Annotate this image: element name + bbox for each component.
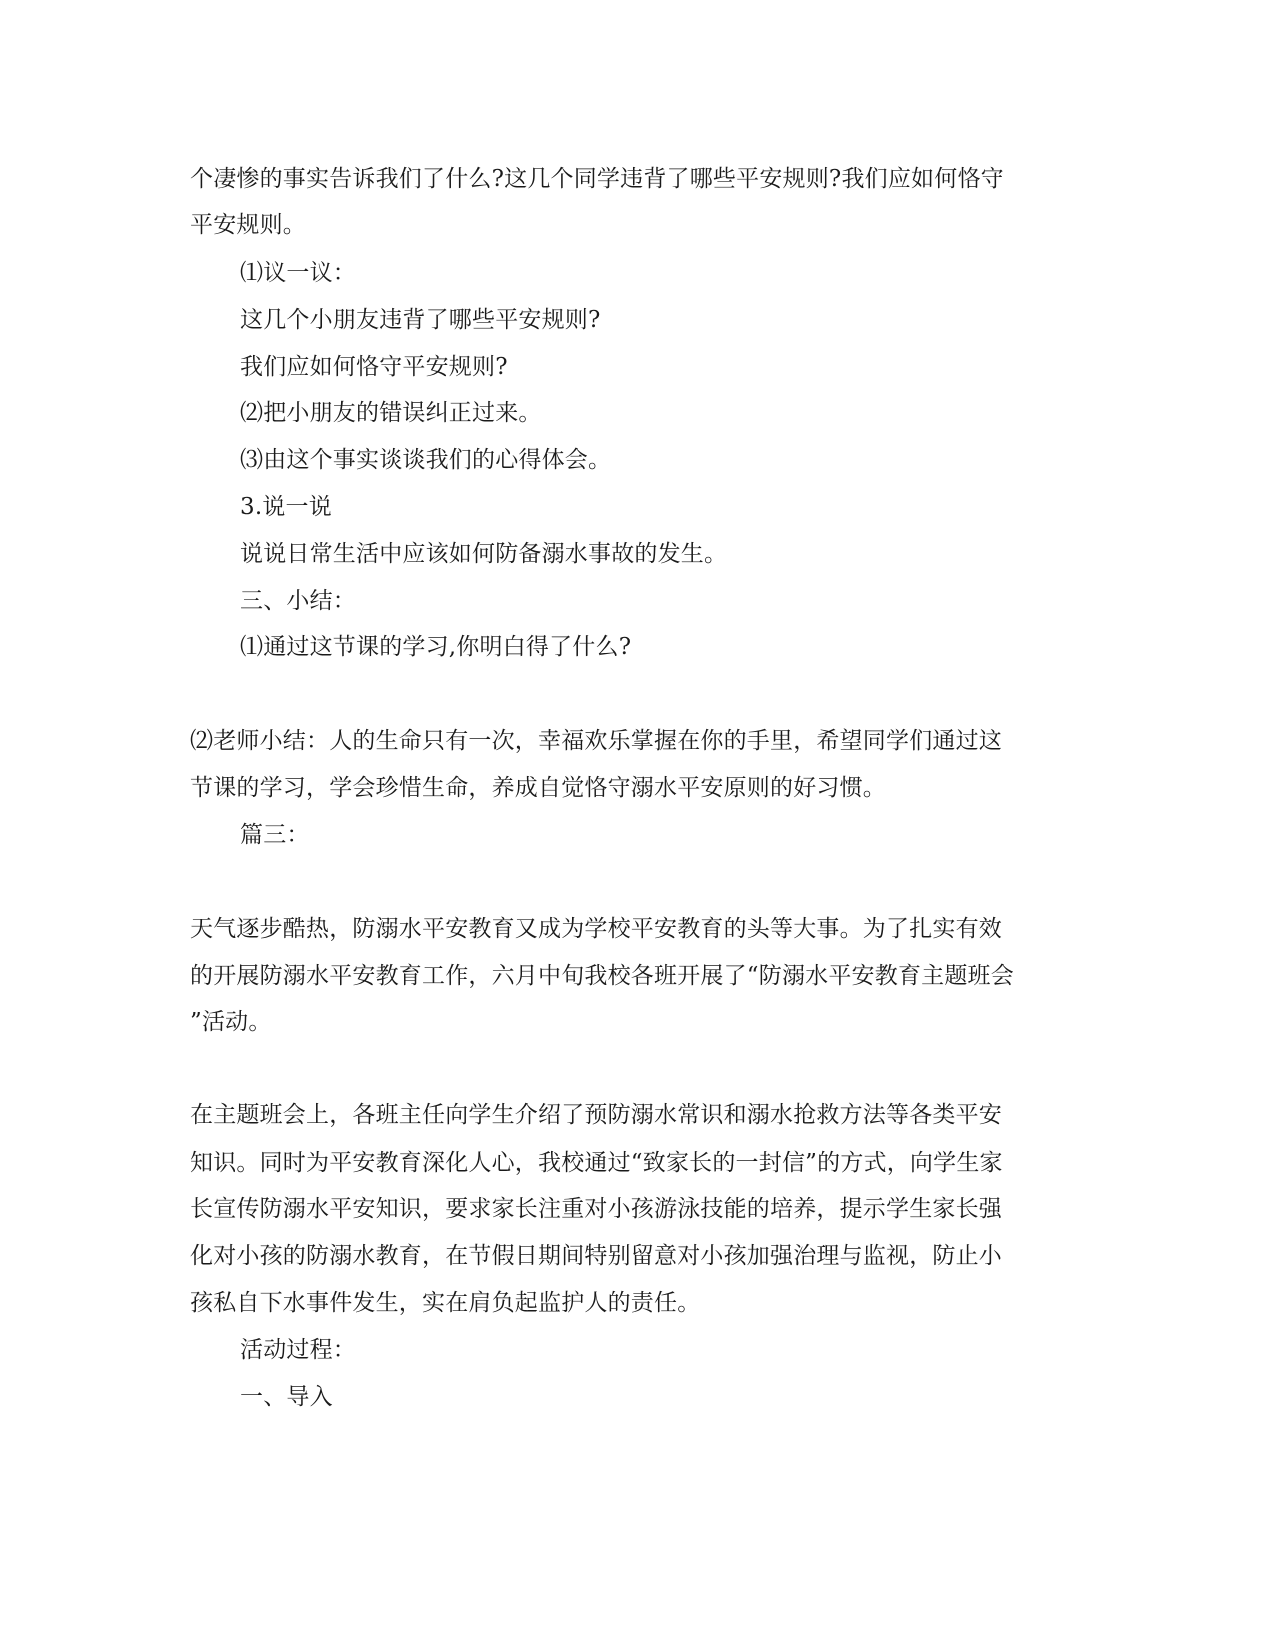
paragraph-line: 篇三： xyxy=(240,822,310,848)
paragraph-line: 在主题班会上，各班主任向学生介绍了预防溺水常识和溺水抢救方法等各类平安 xyxy=(190,1102,1002,1128)
paragraph-line: ⑵老师小结：人的生命只有一次，幸福欢乐掌握在你的手里，希望同学们通过这 xyxy=(190,728,1002,754)
paragraph-line: 活动过程： xyxy=(240,1337,356,1363)
paragraph-line: 三、小结： xyxy=(240,588,356,614)
paragraph-line: 化对小孩的防溺水教育，在节假日期间特别留意对小孩加强治理与监视，防止小 xyxy=(190,1243,1002,1269)
paragraph-line: ⑴通过这节课的学习,你明白得了什么? xyxy=(240,634,632,660)
paragraph-line: 长宣传防溺水平安知识，要求家长注重对小孩游泳技能的培养，提示学生家长强 xyxy=(190,1196,1002,1222)
paragraph-line: 我们应如何恪守平安规则? xyxy=(240,354,508,380)
paragraph-line: 个凄惨的事实告诉我们了什么?这几个同学违背了哪些平安规则?我们应如何恪守 xyxy=(190,166,1004,192)
paragraph-line: ⑴议一议： xyxy=(240,260,356,286)
paragraph-line: 这几个小朋友违背了哪些平安规则? xyxy=(240,307,601,333)
paragraph-line: 说说日常生活中应该如何防备溺水事故的发生。 xyxy=(240,541,728,567)
paragraph-line: 知识。同时为平安教育深化人心，我校通过“致家长的一封信”的方式，向学生家 xyxy=(190,1150,1003,1176)
paragraph-line: 孩私自下水事件发生，实在肩负起监护人的责任。 xyxy=(190,1290,701,1316)
paragraph-line: 3.说一说 xyxy=(240,494,332,520)
paragraph-line: ⑵把小朋友的错误纠正过来。 xyxy=(240,400,542,426)
paragraph-line: 平安规则。 xyxy=(190,212,306,238)
paragraph-line: 节课的学习，学会珍惜生命，养成自觉恪守溺水平安原则的好习惯。 xyxy=(190,775,886,801)
paragraph-line: 一、导入 xyxy=(240,1384,333,1410)
paragraph-line: 天气逐步酷热，防溺水平安教育又成为学校平安教育的头等大事。为了扎实有效 xyxy=(190,916,1002,942)
paragraph-line: ”活动。 xyxy=(190,1009,272,1035)
paragraph-line: 的开展防溺水平安教育工作，六月中旬我校各班开展了“防溺水平安教育主题班会 xyxy=(190,963,1014,989)
paragraph-line: ⑶由这个事实谈谈我们的心得体会。 xyxy=(240,447,612,473)
